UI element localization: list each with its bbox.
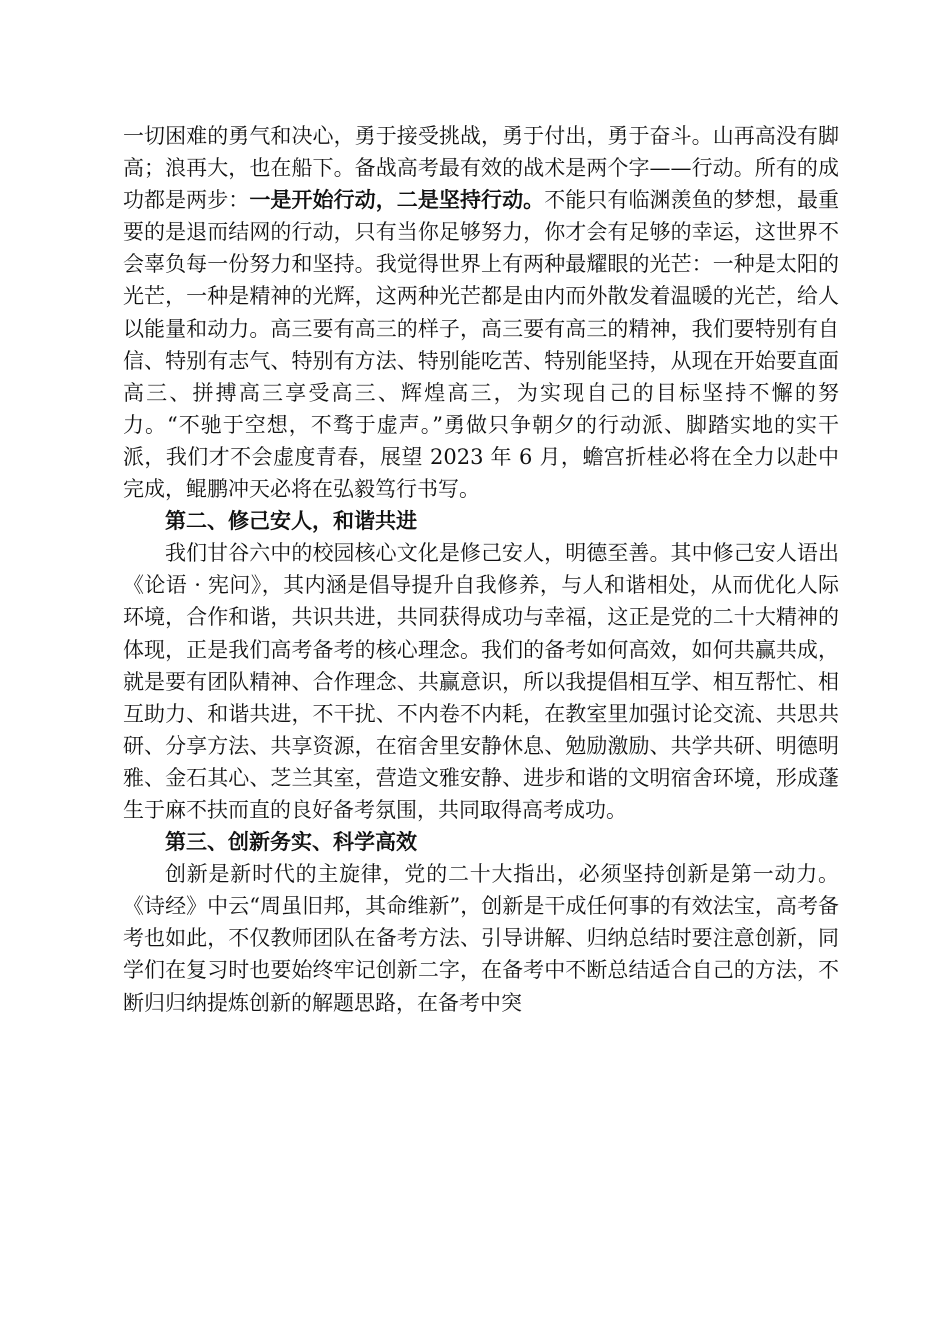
- section-two-heading: 第二、修己安人，和谐共进: [165, 508, 417, 534]
- continued-paragraph-text-1: 一切困难的勇气和决心，勇于接受挑战，勇于付出，勇于奋斗。山再高没有脚高；浪再大，也在船下。备战高考最有效的战术是两个字——行动。所有的成功都是两步：: [123, 124, 839, 213]
- section-two-paragraph: 我们甘谷六中的校园核心文化是修己安人，明德至善。其中修己安人语出《论语 · 宪问》，其内涵是倡导提升自我修养，与人和谐相处，从而优化人际环境，合作和谐，共识共进，共同获得成功与幸福，这正是党的二十大精神的体现，正是我们高考备考的核心理念。我们的备考如何高效，如何共赢共成，就是要有团队精神、合作理念、共赢意识，所以我提倡相互学、相互帮忙、相互助力、和谐共进，不干扰、不内卷不内耗，在教室里加强讨论交流、共思共研、分享方法、共享资源，在宿舍里安静休息、勉励激励、共学共研、明德明雅、金石其心、芝兰其室，营造文雅安静、进步和谐的文明宿舍环境，形成蓬生于麻不扶而直的良好备考氛围，共同取得高考成功。: [123, 541, 839, 822]
- section-three-paragraph: 创新是新时代的主旋律，党的二十大指出，必须坚持创新是第一动力。《诗经》中云“周虽旧邦，其命维新”，创新是干成任何事的有效法宝，高考备考也如此，不仅教师团队在备考方法、引导讲解、归纳总结时要注意创新，同学们在复习时也要始终牢记创新二字，在备考中不断总结适合自己的方法，不断归归纳提炼创新的解题思路，在备考中突: [123, 862, 839, 1015]
- continued-paragraph: [123, 120, 839, 505]
- bold-emphasis-text: 一是开始行动，二是坚持行动。: [249, 187, 545, 213]
- section-three-heading: 第三、创新务实、科学高效: [165, 829, 417, 855]
- document-body: [123, 120, 839, 1019]
- continued-paragraph-text-2: 不能只有临渊羡鱼的梦想，最重要的是退而结网的行动，只有当你足够努力，你才会有足够的幸运，这世界不会辜负每一份努力和坚持。我觉得世界上有两种最耀眼的光芒：一种是太阳的光芒，一种是精神的光辉，这两种光芒都是由内而外散发着温暖的光芒，给人以能量和动力。高三要有高三的样子，高三要有高三的精神，我们要特别有自信、特别有志气、特别有方法、特别能吃苦、特别能坚持，从现在开始要直面高三、拼搏高三享受高三、辉煌高三，为实现自己的目标坚持不懈的努力。“不驰于空想，不骛于虚声。”勇做只争朝夕的行动派、脚踏实地的实干派，我们才不会虚度青春，展望 2023 年 6 月，蟾宫折桂必将在全力以赴中完成，鲲鹏冲天必将在弘毅笃行书写。: [123, 188, 840, 502]
